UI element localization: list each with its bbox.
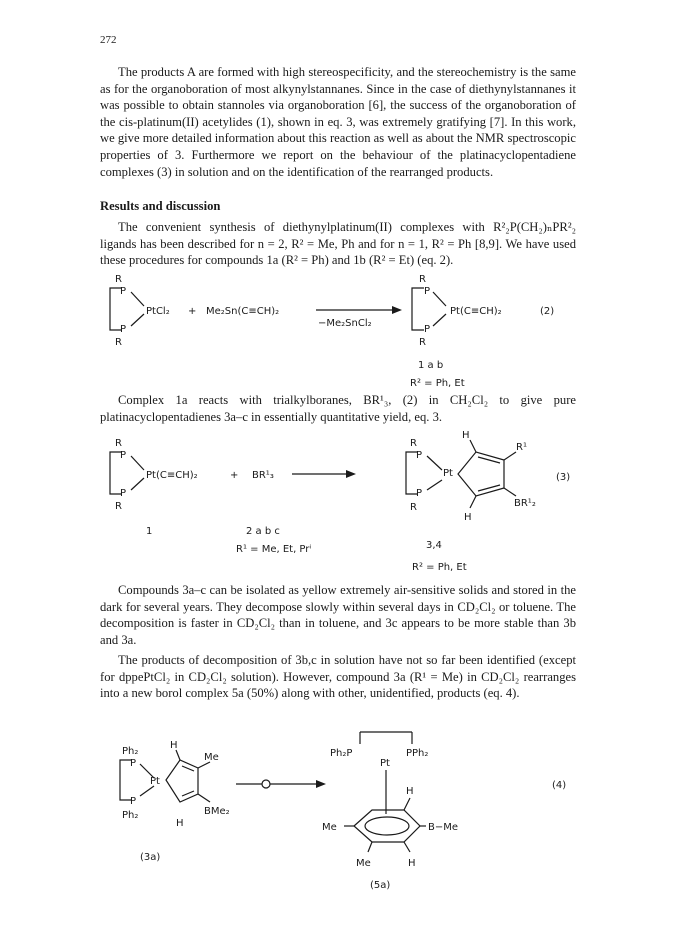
eq4-3a-h-top: H <box>170 740 178 751</box>
page-number: 272 <box>100 34 117 46</box>
eq4-3a-p-top: P <box>130 758 137 769</box>
eq4-3a-ph2-bottom: Ph₂ <box>122 810 139 821</box>
eq4-5a-b-me: B−Me <box>428 822 459 833</box>
eq3-product-r2-top: R <box>410 438 417 449</box>
eq3-h-top: H <box>462 430 470 441</box>
p-top-label: P <box>120 286 127 297</box>
eq3-product-label: 3,4 <box>426 540 442 551</box>
section-heading: Results and discussion <box>100 199 221 213</box>
eq4-3a-bme2: BMe₂ <box>204 806 230 817</box>
eq3-p-bottom: P <box>120 488 127 499</box>
paragraph-2: The convenient synthesis of diethynylplatinum(II) complexes with R²₂P(CH₂)ₙPR²₂ ligands has been described for n = 2, R² = Me, Ph and for n = 1, R² = Ph [8,9]. We have used these procedures for compounds 1a (R² = Ph) and 1b (R² = Et) (eq. 2). <box>100 220 576 268</box>
paragraph-3: Complex 1a reacts with trialkylboranes, BR¹₃, (2) in CH₂Cl₂ to give pure platinacyclopentadienes 3a–c in essentially quantitative yield, eq. 3. <box>100 393 576 424</box>
r2-definition: R² = Ph, Et <box>410 378 465 389</box>
product-r2-bottom: R <box>419 337 426 348</box>
equation-4-scheme <box>0 722 680 912</box>
eq4-3a-ph2-top: Ph₂ <box>122 746 139 757</box>
reagent-stannane: Me₂Sn(C≡CH)₂ <box>206 306 280 317</box>
paragraph-4: Compounds 3a–c can be isolated as yellow extremely air-sensitive solids and stored in the dark for several years. They decompose slowly within several days in CD₂Cl₂ or toluene. The decomposition is faster in CD₂Cl₂ than in toluene, and 3c appears to be more stable than 3b and 3a. <box>100 583 576 647</box>
p-bottom-label: P <box>120 324 127 335</box>
product-r2-top: R <box>419 274 426 285</box>
eq4-3a-p-bottom: P <box>130 796 137 807</box>
eq4-3a-h-bottom: H <box>176 818 184 829</box>
equation-3-number: (3) <box>556 472 571 483</box>
eq3-p-top: P <box>120 450 127 461</box>
eq3-borane: BR¹₃ <box>252 470 274 481</box>
plus-sign: + <box>188 306 197 317</box>
eq4-5a-me-bottom: Me <box>356 858 371 869</box>
eq3-r1: R¹ <box>516 442 527 453</box>
product-pt-acetylide: Pt(C≡CH)₂ <box>450 306 502 317</box>
reactant-ptcl2: PtCl₂ <box>146 306 170 317</box>
eq4-5a-pt: Pt <box>380 758 390 769</box>
eq3-h-bottom: H <box>464 512 472 523</box>
eq3-plus: + <box>230 470 239 481</box>
eq3-br2: BR¹₂ <box>514 498 536 509</box>
equation-4-number: (4) <box>552 780 567 791</box>
r2-top-label: R <box>115 274 122 285</box>
eq4-5a-ph2p: Ph₂P <box>330 748 353 759</box>
equation-3-scheme <box>0 430 680 580</box>
eq3-r2-top: R <box>115 438 122 449</box>
equation-2-number: (2) <box>540 306 555 317</box>
eq4-5a-h-bottom: H <box>408 858 416 869</box>
eq3-product-pt: Pt <box>443 468 453 479</box>
eq4-5a-h-top: H <box>406 786 414 797</box>
eq4-5a-me-left: Me <box>322 822 337 833</box>
eq3-reactant: Pt(C≡CH)₂ <box>146 470 198 481</box>
eq4-3a-me: Me <box>204 752 219 763</box>
product-p-bottom: P <box>424 324 431 335</box>
byproduct: −Me₂SnCl₂ <box>318 318 372 329</box>
eq3-r2-bottom: R <box>115 501 122 512</box>
r1-definition: R¹ = Me, Et, Prⁱ <box>236 544 312 555</box>
eq3-product-p-top: P <box>416 450 423 461</box>
paragraph-5: The products of decomposition of 3b,c in solution have not so far been identified (except for dppePtCl₂ in CD₂Cl₂ solution). However, compound 3a (R¹ = Me) in CD₂Cl₂ rearranges into a new borol complex 5a (50%) along with other, unidentified, products (eq. 4). <box>100 653 576 701</box>
r2-bottom-label: R <box>115 337 122 348</box>
eq3-r2-definition: R² = Ph, Et <box>412 562 467 573</box>
eq4-5a-pph2: PPh₂ <box>406 748 429 759</box>
compound-1ab-label: 1 a b <box>418 360 444 371</box>
eq4-3a-label: (3a) <box>140 852 161 863</box>
equation-2-scheme <box>0 272 680 390</box>
eq4-5a-label: (5a) <box>370 880 391 891</box>
eq3-product-p-bottom: P <box>416 488 423 499</box>
paragraph-1: The products A are formed with high stereospecificity, and the stereochemistry is the same as for the organoboration of most alkynylstannanes. Since in the case of diethynylstannanes it was possible to obtain stannoles via organoboration [6], the success of the organoboration of the cis-platinum(II) acetylides (1), shown in eq. 3, was extremely gratifying [7]. In this work, we give more detailed information about this reaction as well as about the NMR spectroscopic properties of 3. Furthermore we report on the behaviour of the platinacyclopentadiene complexes (3) in solution and on the identification of the rearranged products. <box>100 65 576 179</box>
product-p-top: P <box>424 286 431 297</box>
eq3-product-r2-bottom: R <box>410 502 417 513</box>
eq3-compound-1: 1 <box>146 526 153 537</box>
eq4-3a-pt: Pt <box>150 776 160 787</box>
eq3-compound-2abc: 2 a b c <box>246 526 280 537</box>
